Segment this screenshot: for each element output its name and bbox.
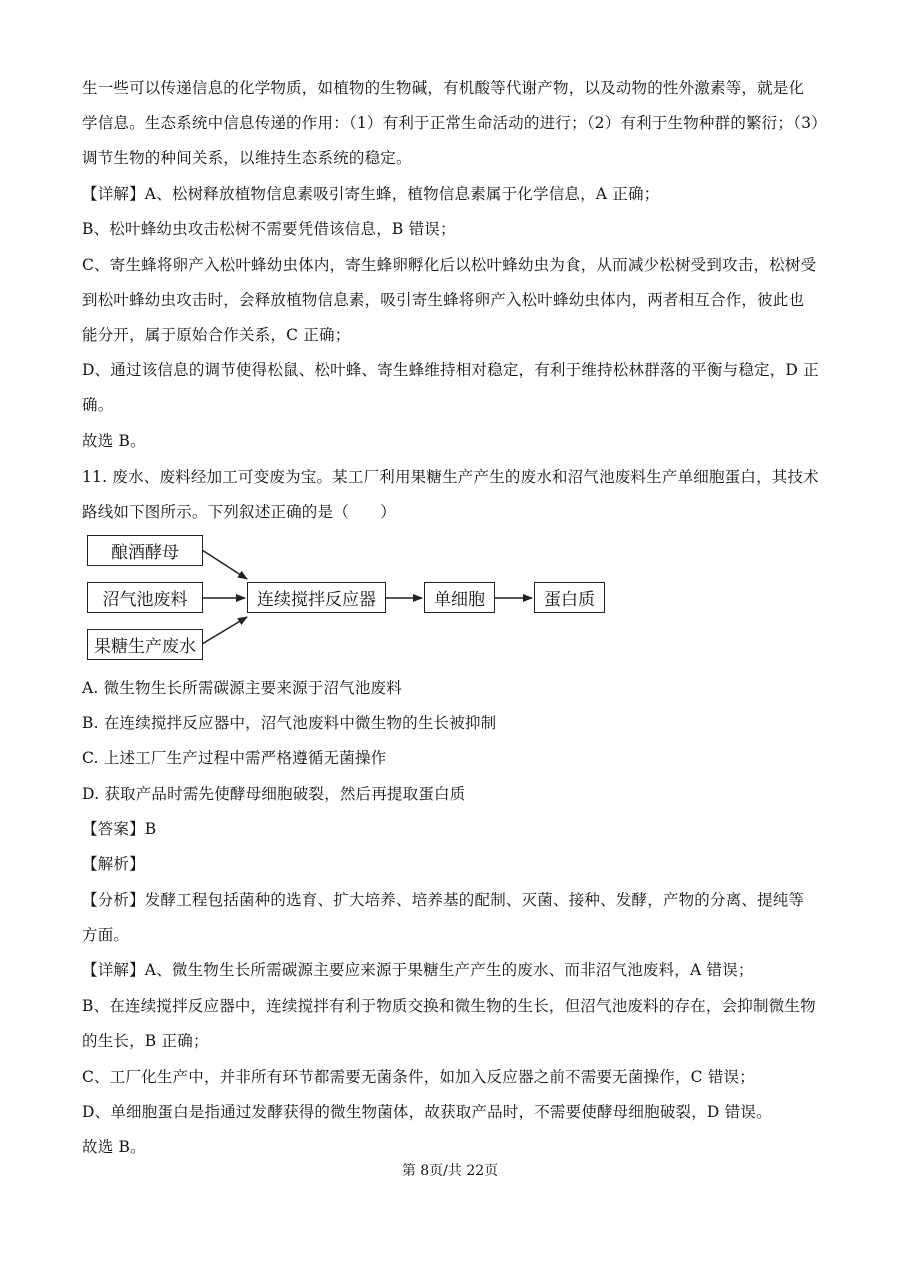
paragraph-line: 【详解】A、松树释放植物信息素吸引寄生蜂，植物信息素属于化学信息，A 正确； xyxy=(82,185,660,203)
question-stem: 路线如下图所示。下列叙述正确的是（ ） xyxy=(82,503,397,521)
paragraph-line: 调节生物的种间关系，以维持生态系统的稳定。 xyxy=(82,149,412,167)
analysis-line: C、工厂化生产中，并非所有环节都需要无菌条件，如加入反应器之前不需要无菌操作，C 错误； xyxy=(82,1068,755,1086)
analysis-line: 【分析】发酵工程包括菌种的选育、扩大培养、培养基的配制、灭菌、接种、发酵，产物的分离、提纯等 xyxy=(82,891,805,909)
answer-line: 【答案】B xyxy=(82,820,157,838)
box-fructose-wastewater: 果糖生产废水 xyxy=(87,629,203,660)
paragraph-line: 故选 B。 xyxy=(82,432,146,450)
box-brewing-yeast: 酿酒酵母 xyxy=(87,535,203,566)
paragraph-line: 生一些可以传递信息的化学物质，如植物的生物碱，有机酸等代谢产物，以及动物的性外激素等，就是化 xyxy=(82,79,805,97)
analysis-line: 故选 B。 xyxy=(82,1138,146,1156)
analysis-line: B、在连续搅拌反应器中，连续搅拌有利于物质交换和微生物的生长，但沼气池废料的存在，会抑制微生物 xyxy=(82,997,816,1015)
question-stem: 11. 废水、废料经加工可变废为宝。某工厂利用果糖生产产生的废水和沼气池废料生产单细胞蛋白，其技术 xyxy=(82,468,819,486)
box-single-cell: 单细胞 xyxy=(424,582,495,613)
arrow-yeast-to-reactor xyxy=(202,550,247,579)
paragraph-line: 学信息。生态系统中信息传递的作用：（1）有利于正常生命活动的进行；（2）有利于生物种群的繁衍；（3） xyxy=(82,114,827,132)
page-footer: 第 8页/共 22页 xyxy=(401,1163,499,1179)
box-biogas-waste: 沼气池废料 xyxy=(87,582,203,613)
analysis-heading: 【解析】 xyxy=(82,855,145,873)
arrow-wastewater-to-reactor xyxy=(202,617,247,644)
option-c: C. 上述工厂生产过程中需严格遵循无菌操作 xyxy=(82,749,387,767)
paragraph-line: C、寄生蜂将卵产入松叶蜂幼虫体内，寄生蜂卵孵化后以松叶蜂幼虫为食，从而减少松树受到攻击，松树受 xyxy=(82,256,817,274)
box-protein: 蛋白质 xyxy=(534,582,605,613)
option-a: A. 微生物生长所需碳源主要来源于沼气池废料 xyxy=(82,679,402,697)
paragraph-line: D、通过该信息的调节使得松鼠、松叶蜂、寄生蜂维持相对稳定，有利于维持松林群落的平衡与稳定，D 正 xyxy=(82,361,819,379)
analysis-line: 的生长，B 正确； xyxy=(82,1032,209,1050)
box-stirred-reactor: 连续搅拌反应器 xyxy=(247,582,386,613)
analysis-line: D、单细胞蛋白是指通过发酵获得的微生物菌体，故获取产品时，不需要使酵母细胞破裂，D 错误。 xyxy=(82,1103,772,1121)
paragraph-line: 到松叶蜂幼虫攻击时，会释放植物信息素，吸引寄生蜂将卵产入松叶蜂幼虫体内，两者相互合作，彼此也 xyxy=(82,291,805,309)
option-d: D. 获取产品时需先使酵母细胞破裂，然后再提取蛋白质 xyxy=(82,785,466,803)
paragraph-line: B、松叶蜂幼虫攻击松树不需要凭借该信息，B 错误； xyxy=(82,220,456,238)
option-b: B. 在连续搅拌反应器中，沼气池废料中微生物的生长被抑制 xyxy=(82,714,497,732)
paragraph-line: 确。 xyxy=(82,396,114,414)
analysis-line: 【详解】A、微生物生长所需碳源主要应来源于果糖生产产生的废水、而非沼气池废料，A 错误； xyxy=(82,961,754,979)
analysis-line: 方面。 xyxy=(82,926,130,944)
paragraph-line: 能分开，属于原始合作关系，C 正确； xyxy=(82,326,351,344)
